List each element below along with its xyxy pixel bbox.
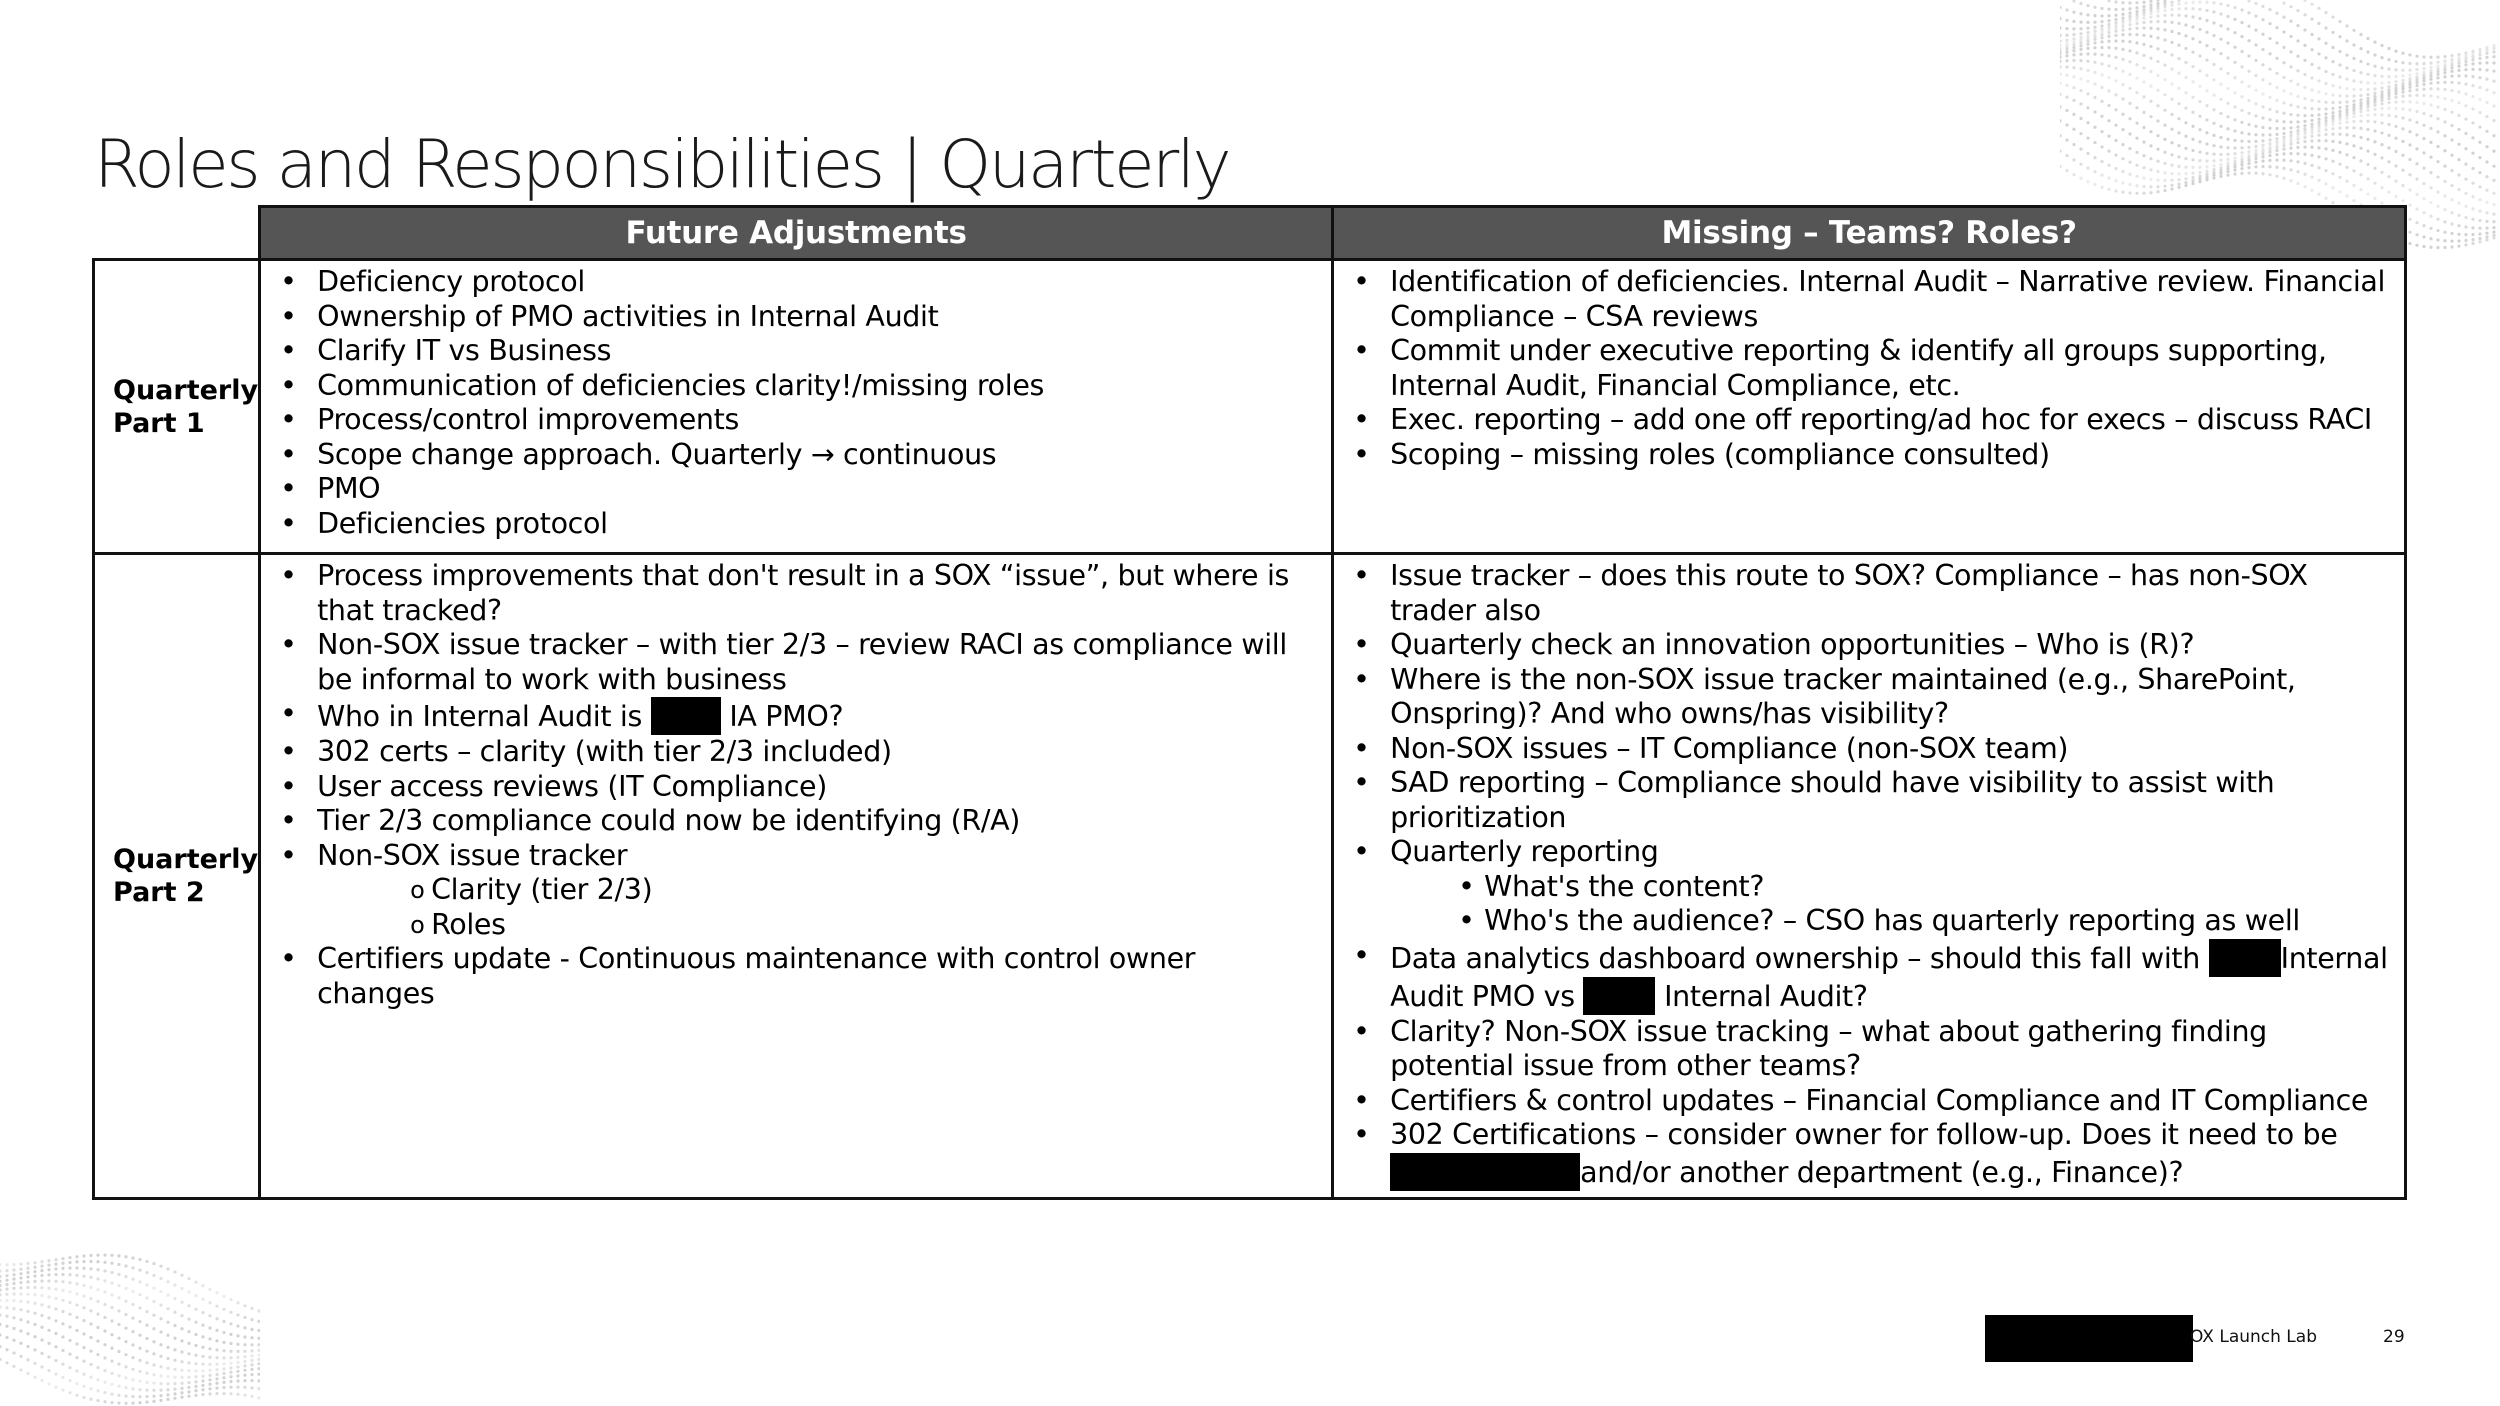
- list-item: • Deficiency protocol: [275, 265, 1317, 300]
- sub-list-item: • What's the content?: [1390, 870, 2390, 905]
- list-item: • Quarterly reporting • What's the content? • Who's the audience? – CSO has quarterly reporting as well: [1348, 835, 2390, 939]
- list-item: • Certifiers & control updates – Financial Compliance and IT Compliance: [1348, 1084, 2390, 1119]
- list-item: • 302 certs – clarity (with tier 2/3 included): [275, 735, 1317, 770]
- list-item: • Clarity? Non-SOX issue tracking – what about gathering finding potential issue from other teams?: [1348, 1015, 2390, 1084]
- sub-list-item: o Roles: [317, 908, 1317, 943]
- redaction-block: [1390, 1153, 1580, 1191]
- list-item: • Process/control improvements: [275, 403, 1317, 438]
- footer-label: OX Launch Lab: [2190, 1327, 2317, 1347]
- footer-redaction-block: [1985, 1315, 2193, 1362]
- list-item: • Data analytics dashboard ownership – should this fall with Internal Audit PMO vs Internal Audit?: [1348, 939, 2390, 1015]
- page-number: 29: [2383, 1327, 2405, 1347]
- list-item: • Who in Internal Audit is IA PMO?: [275, 697, 1317, 735]
- list-item: • Communication of deficiencies clarity!/missing roles: [275, 369, 1317, 404]
- missing-roles-part-2: [1333, 554, 2406, 1199]
- missing-roles-part-1: [1333, 260, 2406, 554]
- redaction-block: [2209, 939, 2281, 977]
- row-label-quarterly-part-2: Quarterly Part 2: [94, 554, 260, 1199]
- list-item: • SAD reporting – Compliance should have visibility to assist with prioritization: [1348, 766, 2390, 835]
- future-adjustments-part-1: [260, 260, 1333, 554]
- list-item: • Commit under executive reporting & identify all groups supporting, Internal Audit, Financial Compliance, etc.: [1348, 334, 2390, 403]
- sub-list-item: o Clarity (tier 2/3): [317, 873, 1317, 908]
- list-item: • Where is the non-SOX issue tracker maintained (e.g., SharePoint, Onspring)? And who owns/has visibility?: [1348, 663, 2390, 732]
- row-label-quarterly-part-1: Quarterly Part 1: [94, 260, 260, 554]
- redaction-block: [1583, 977, 1655, 1015]
- list-item: • Identification of deficiencies. Internal Audit – Narrative review. Financial Compliance – CSA reviews: [1348, 265, 2390, 334]
- roles-table: [92, 205, 2407, 1200]
- list-item: • Clarify IT vs Business: [275, 334, 1317, 369]
- list-item: • Tier 2/3 compliance could now be identifying (R/A): [275, 804, 1317, 839]
- list-item: • Quarterly check an innovation opportunities – Who is (R)?: [1348, 628, 2390, 663]
- list-item: • User access reviews (IT Compliance): [275, 770, 1317, 805]
- list-item: • Scoping – missing roles (compliance consulted): [1348, 438, 2390, 473]
- list-item: • Non-SOX issue tracker – with tier 2/3 – review RACI as compliance will be informal to work with business: [275, 628, 1317, 697]
- list-item: • Deficiencies protocol: [275, 507, 1317, 542]
- list-item: • Issue tracker – does this route to SOX? Compliance – has non-SOX trader also: [1348, 559, 2390, 628]
- redaction-block: [651, 697, 721, 735]
- list-item: • Exec. reporting – add one off reporting/ad hoc for execs – discuss RACI: [1348, 403, 2390, 438]
- header-corner: [94, 207, 260, 260]
- list-item: • 302 Certifications – consider owner for follow-up. Does it need to be and/or another department (e.g., Finance)?: [1348, 1118, 2390, 1191]
- future-adjustments-part-2: [260, 554, 1333, 1199]
- list-item: • Ownership of PMO activities in Internal Audit: [275, 300, 1317, 335]
- list-item: • PMO: [275, 472, 1317, 507]
- list-item: • Non-SOX issues – IT Compliance (non-SOX team): [1348, 732, 2390, 767]
- list-item: • Process improvements that don't result in a SOX “issue”, but where is that tracked?: [275, 559, 1317, 628]
- list-item: • Non-SOX issue tracker o Clarity (tier 2/3) o Roles: [275, 839, 1317, 943]
- header-future-adjustments: Future Adjustments: [260, 207, 1333, 260]
- header-missing-teams-roles: Missing – Teams? Roles?: [1333, 207, 2406, 260]
- page-title: Roles and Responsibilities | Quarterly: [94, 126, 1230, 204]
- sub-list-item: • Who's the audience? – CSO has quarterly reporting as well: [1390, 904, 2390, 939]
- list-item: • Scope change approach. Quarterly → continuous: [275, 438, 1317, 473]
- list-item: • Certifiers update - Continuous maintenance with control owner changes: [275, 942, 1317, 1011]
- dot-pattern-bottom-left: [0, 1230, 260, 1406]
